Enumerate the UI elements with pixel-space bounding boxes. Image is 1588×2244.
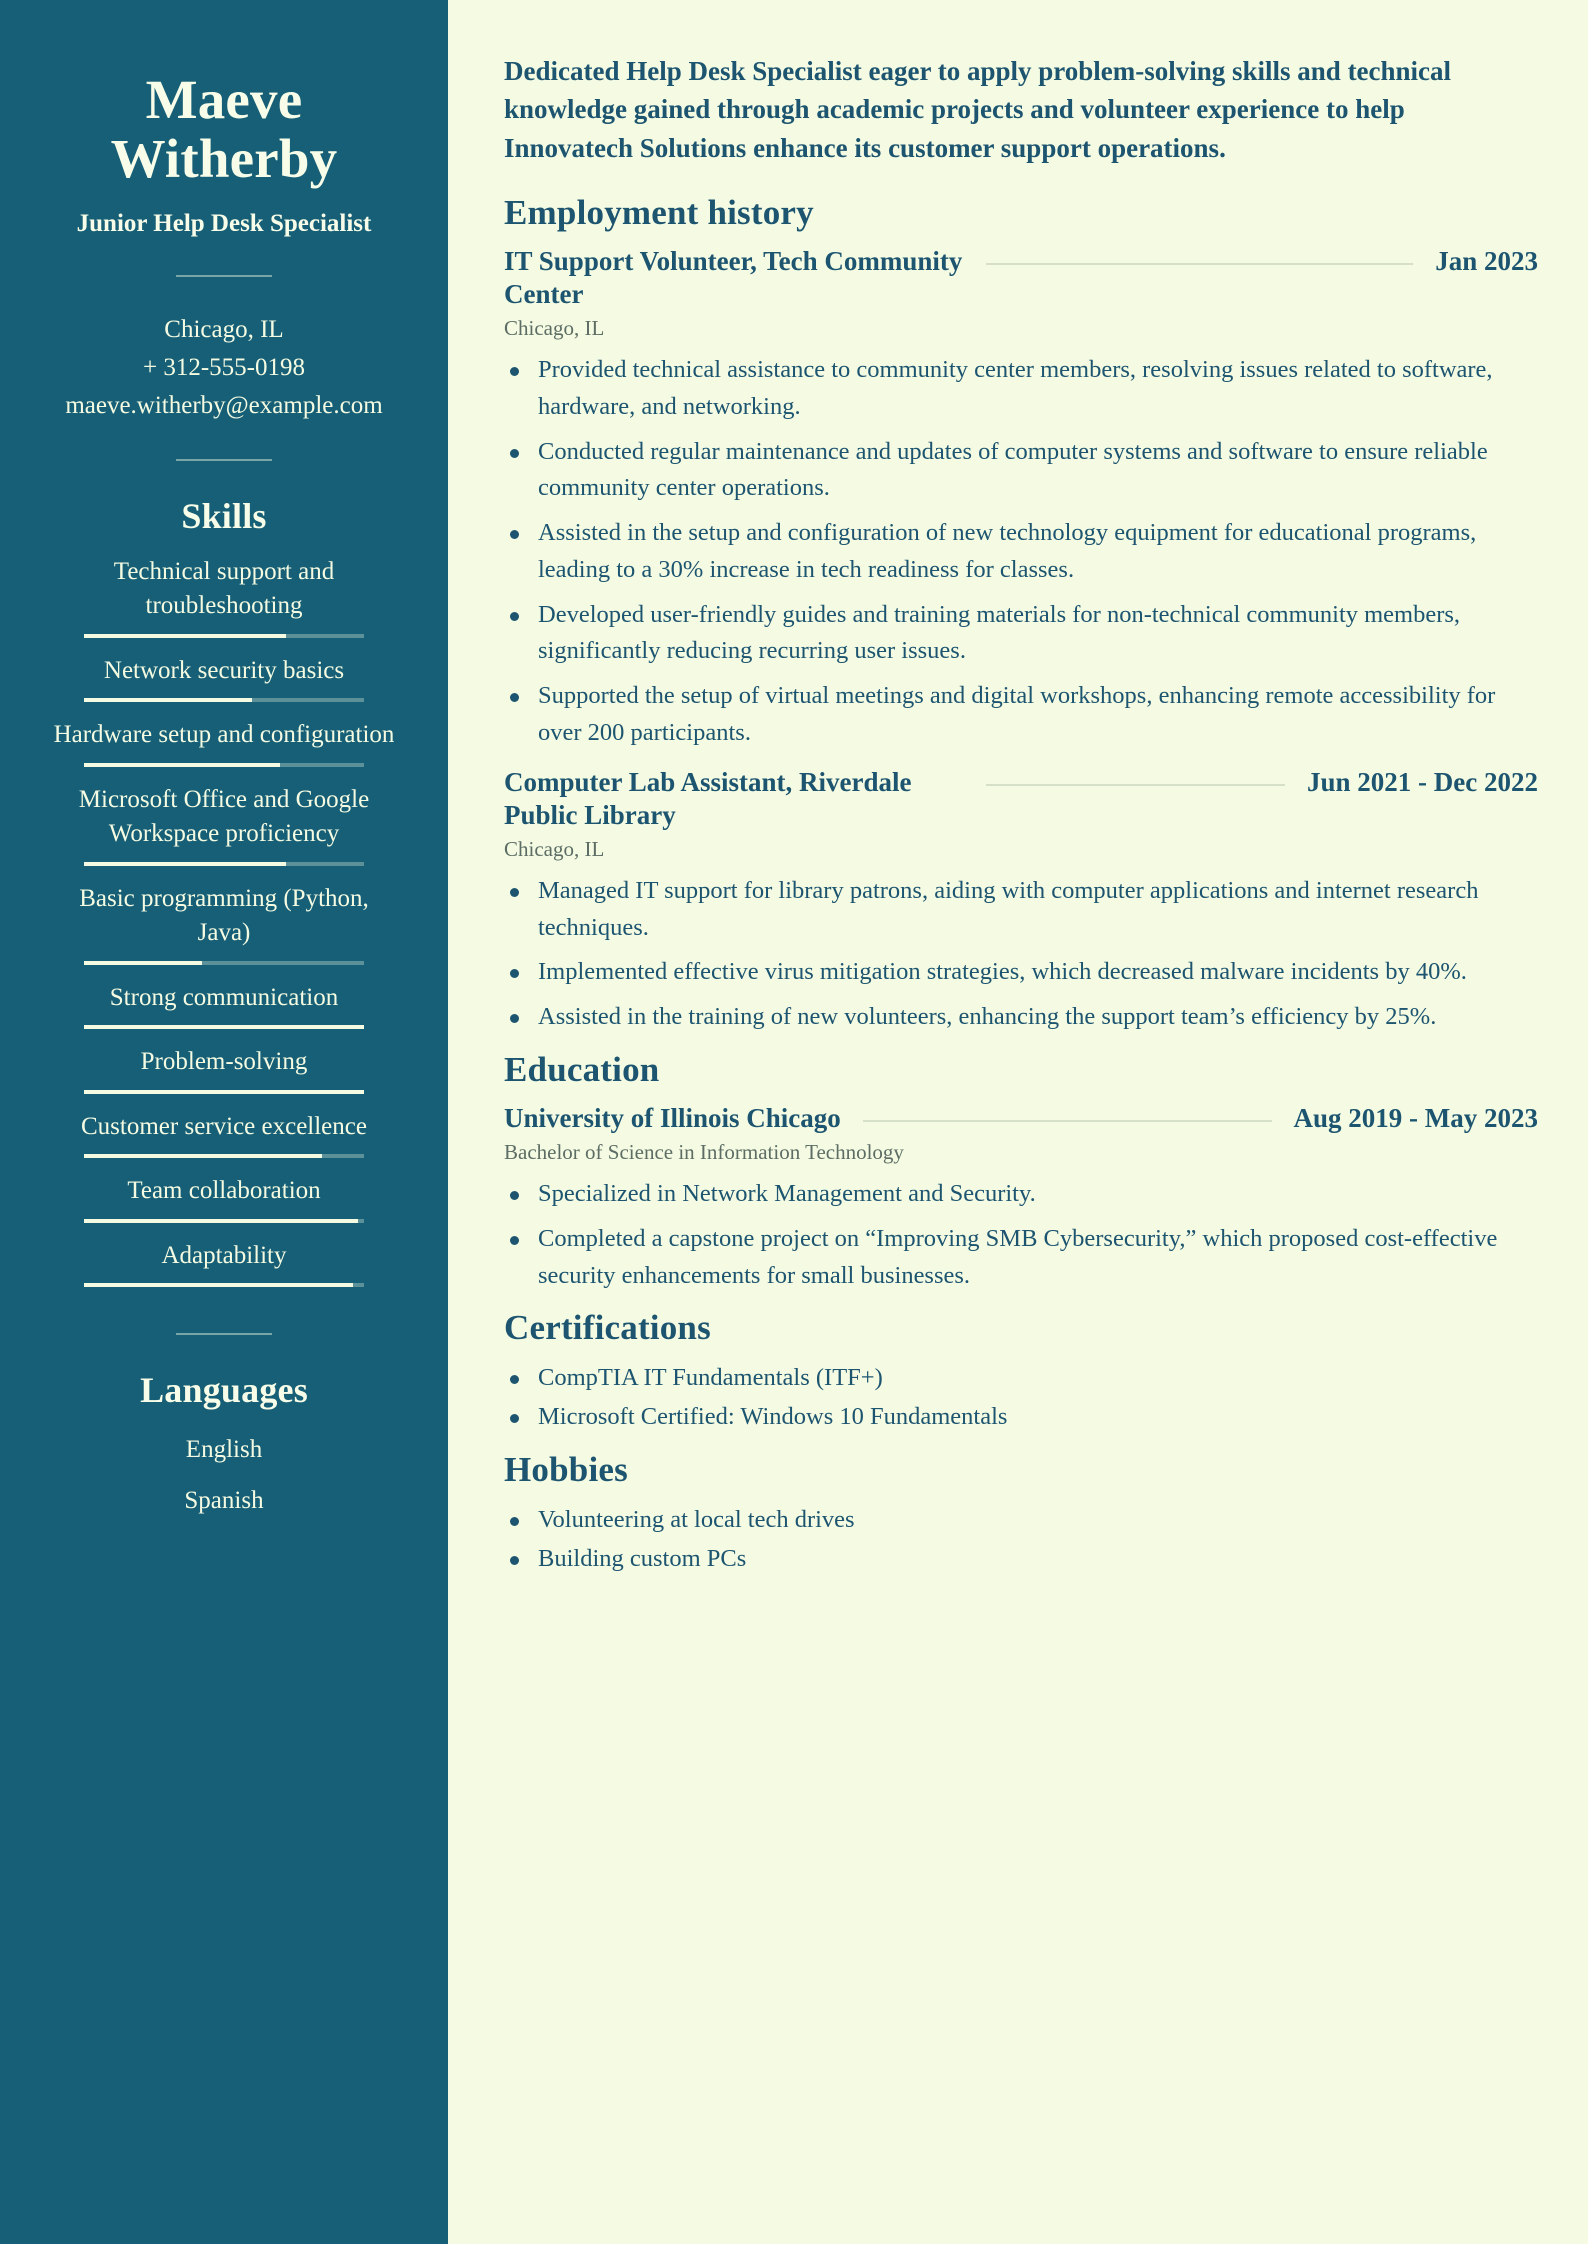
- bullet-item: CompTIA IT Fundamentals (ITF+): [504, 1360, 1538, 1397]
- hobbies-heading: Hobbies: [504, 1449, 628, 1489]
- language-item: English: [185, 1436, 263, 1464]
- skill-label: Problem-solving: [140, 1048, 308, 1076]
- sidebar: [0, 0, 448, 2244]
- skill-label: Strong communication: [109, 983, 339, 1011]
- bullet-item: Developed user-friendly guides and training materials for non-technical community members, significantly reducing recurring user issues.: [504, 597, 1538, 671]
- employment-section: [504, 193, 1538, 1036]
- education-heading: Education: [504, 1049, 660, 1089]
- entry-subtitle: Chicago, IL: [504, 836, 605, 861]
- entry-header: [504, 1102, 1538, 1135]
- bullet-item: Volunteering at local tech drives: [504, 1502, 1538, 1539]
- skill-label: Hardware setup and configuration: [53, 721, 395, 749]
- experience-entry: [504, 1102, 1538, 1294]
- entry-title: Computer Lab Assistant, Riverdale Public Library: [504, 766, 912, 830]
- education-section: [504, 1050, 1538, 1294]
- bullet-item: Managed IT support for library patrons, aiding with computer applications and internet research techniques.: [504, 873, 1538, 947]
- skill-level-bar: [84, 763, 364, 767]
- contact-location: Chicago, IL: [164, 315, 284, 343]
- skill-level-fill: [84, 961, 202, 965]
- entry-connector-rule: [986, 784, 1285, 786]
- entry-header: [504, 245, 1538, 311]
- skill-level-fill: [84, 1154, 322, 1158]
- skill-level-bar: [84, 1025, 364, 1029]
- bullet-item: Conducted regular maintenance and updates of computer systems and software to ensure reliable community center operations.: [504, 434, 1538, 508]
- skill-level-bar: [84, 698, 364, 702]
- entry-date: Jan 2023: [1435, 245, 1538, 276]
- skill-label: Adaptability: [161, 1241, 287, 1269]
- experience-entry: [504, 766, 1538, 1036]
- languages-heading: Languages: [140, 1370, 308, 1411]
- skill-level-fill: [84, 634, 286, 638]
- entry-connector-rule: [863, 1120, 1272, 1122]
- entry-title: University of Illinois Chicago: [504, 1102, 841, 1133]
- experience-entry: [504, 245, 1538, 752]
- entry-title: IT Support Volunteer, Tech Community Center: [504, 245, 963, 309]
- certifications-section: [504, 1308, 1538, 1436]
- skill-label: Technical support and troubleshooting: [113, 557, 335, 620]
- skill-level-bar: [84, 1090, 364, 1094]
- skill-level-bar: [84, 862, 364, 866]
- skill-level-bar: [84, 1283, 364, 1287]
- skills-heading: Skills: [181, 495, 267, 536]
- entry-bullet-list: [504, 352, 1538, 752]
- skill-level-fill: [84, 1219, 358, 1223]
- certifications-list: [504, 1360, 1538, 1436]
- skill-level-bar: [84, 634, 364, 638]
- candidate-name: Maeve Witherby: [110, 69, 338, 190]
- entry-bullet-list: [504, 1176, 1538, 1294]
- bullet-item: Supported the setup of virtual meetings and digital workshops, enhancing remote accessibility for over 200 participants.: [504, 678, 1538, 752]
- entry-date: Aug 2019 - May 2023: [1293, 1102, 1538, 1133]
- skill-level-bar: [84, 1154, 364, 1158]
- bullet-item: Assisted in the setup and configuration of new technology equipment for educational programs, leading to a 30% increase in tech readiness for classes.: [504, 515, 1538, 589]
- entry-header: [504, 766, 1538, 832]
- sidebar-divider-top: [176, 275, 272, 277]
- hobbies-section: [504, 1450, 1538, 1578]
- skill-label: Basic programming (Python, Java): [79, 884, 369, 947]
- professional-summary: Dedicated Help Desk Specialist eager to apply problem-solving skills and technical knowledge gained through academic projects and volunteer experience to help Innovatech Solutions enhance its customer support operations.: [504, 56, 1452, 163]
- skills-list: [52, 551, 396, 1300]
- main-content: [448, 0, 1588, 2244]
- skill-item: [52, 977, 396, 1042]
- skill-item: [52, 1170, 396, 1235]
- skill-level-fill: [84, 862, 286, 866]
- certifications-heading: Certifications: [504, 1308, 711, 1348]
- hobbies-list: [504, 1502, 1538, 1578]
- entry-subtitle: Bachelor of Science in Information Technology: [504, 1139, 904, 1164]
- bullet-item: Implemented effective virus mitigation strategies, which decreased malware incidents by 40%.: [504, 954, 1538, 991]
- skill-level-fill: [84, 1025, 364, 1029]
- skill-item: [52, 878, 396, 977]
- education-entries: [504, 1102, 1538, 1294]
- skill-item: [52, 779, 396, 878]
- skill-level-fill: [84, 1090, 364, 1094]
- skill-item: [52, 714, 396, 779]
- bullet-item: Building custom PCs: [504, 1541, 1538, 1578]
- skill-item: [52, 650, 396, 715]
- entry-subtitle: Chicago, IL: [504, 315, 605, 340]
- employment-heading: Employment history: [504, 192, 814, 232]
- entry-connector-rule: [986, 263, 1413, 265]
- skill-item: [52, 1041, 396, 1106]
- skill-level-bar: [84, 1219, 364, 1223]
- bullet-item: Assisted in the training of new volunteers, enhancing the support team’s efficiency by 25%.: [504, 999, 1538, 1036]
- candidate-job-title: Junior Help Desk Specialist: [76, 209, 372, 237]
- bullet-item: Completed a capstone project on “Improving SMB Cybersecurity,” which proposed cost-effective security enhancements for small businesses.: [504, 1221, 1538, 1295]
- sidebar-divider-languages: [176, 1333, 272, 1335]
- skill-item: [52, 551, 396, 650]
- skill-item: [52, 1106, 396, 1171]
- skill-label: Microsoft Office and Google Workspace proficiency: [78, 785, 370, 848]
- contact-email[interactable]: maeve.witherby@example.com: [65, 391, 383, 419]
- skill-level-fill: [84, 763, 280, 767]
- bullet-item: Provided technical assistance to community center members, resolving issues related to software, hardware, and networking.: [504, 352, 1538, 426]
- employment-entries: [504, 245, 1538, 1036]
- entry-date: Jun 2021 - Dec 2022: [1307, 766, 1538, 797]
- entry-bullet-list: [504, 873, 1538, 1036]
- bullet-item: Microsoft Certified: Windows 10 Fundamentals: [504, 1399, 1538, 1436]
- skill-level-fill: [84, 698, 252, 702]
- skill-label: Customer service excellence: [81, 1112, 367, 1140]
- skill-label: Network security basics: [103, 656, 345, 684]
- contact-phone[interactable]: + 312-555-0198: [143, 353, 305, 381]
- language-item: Spanish: [184, 1486, 264, 1514]
- skill-item: [52, 1235, 396, 1300]
- skill-label: Team collaboration: [127, 1177, 321, 1205]
- sidebar-divider-skills: [176, 459, 272, 461]
- bullet-item: Specialized in Network Management and Security.: [504, 1176, 1538, 1213]
- languages-list: [52, 1425, 396, 1526]
- skill-level-fill: [84, 1283, 353, 1287]
- skill-level-bar: [84, 961, 364, 965]
